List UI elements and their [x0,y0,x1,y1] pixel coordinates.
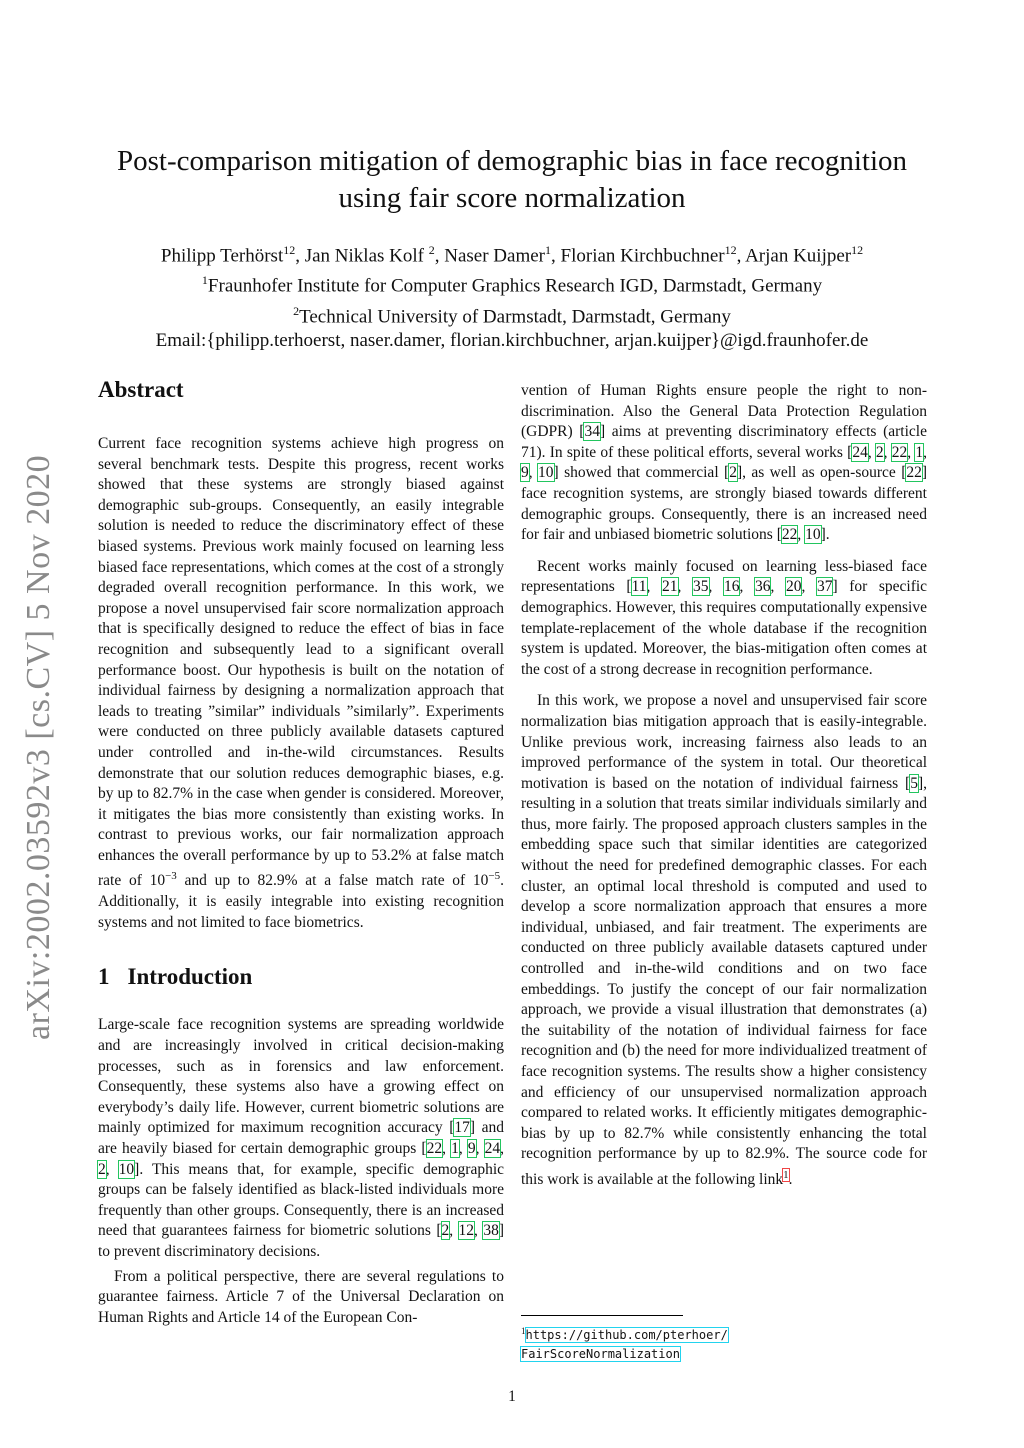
paper-title [90,143,934,217]
citation-link[interactable]: 35 [693,578,709,596]
author-affiliation: 12 [283,243,296,257]
citation-link[interactable]: 20 [785,578,802,596]
author-affiliation: 12 [724,243,737,257]
footnote-url-line-1[interactable]: https://github.com/pterhoer/ [525,1328,728,1343]
page-number: 1 [508,1388,516,1405]
citation-link[interactable]: 2 [441,1222,450,1240]
citation-link[interactable]: 2 [98,1160,106,1178]
title-line-2: using fair score normalization [338,182,686,214]
section-heading-introduction [98,963,504,991]
author-separator: , [736,245,746,267]
author-separator: , [295,245,305,267]
citation-link[interactable]: 9 [521,464,529,482]
citation-link[interactable]: 2 [875,443,884,461]
right-paragraph-1: vention of Human Rights ensure people the right to non-discrimination. Also the General Data Protection Regulation (GDPR) [34] aims at preventing discriminatory effects (article 71). In spite of these political efforts, several works [24, 2, 22, 1, 9, 10] showed that commercial [2], as well as open-source [22] face recognition systems, are strongly biased towards different demographic groups. Consequently, there is an increased need for fair and unbiased biometric solutions [22, 10]. [521,382,928,544]
citation-link[interactable]: 9 [467,1139,476,1157]
citation-link[interactable]: 34 [584,423,600,441]
abstract-heading: Abstract [98,377,184,402]
author-block [90,238,934,353]
citation-link[interactable]: 5 [910,774,918,792]
footnote-mark: 1 [521,1326,526,1336]
title-line-1: Post-comparison mitigation of demographic bias in face recognition [116,145,908,177]
citation-link[interactable]: 22 [781,526,798,544]
citation-link[interactable]: 17 [454,1119,470,1137]
affiliation-mark: 2 [293,303,300,318]
affiliation-mark: 1 [201,273,208,288]
section-number: 1 [98,964,110,990]
citation-link[interactable]: 12 [458,1222,475,1240]
footnote-rule [521,1315,683,1316]
citation-link[interactable]: 10 [538,464,554,482]
author-name: Jan Niklas Kolf [304,245,429,267]
affiliation-1 [90,268,934,298]
left-column [98,376,504,1328]
author-separator: , [551,245,561,267]
affiliation-text: Technical University of Darmstadt, Darmstadt, Germany [299,305,731,327]
right-column [521,381,927,1191]
author-affiliation: 12 [851,243,864,257]
citation-link[interactable]: 10 [805,526,821,544]
author-list [90,238,934,268]
citation-link[interactable]: 16 [723,578,740,596]
author-affiliation: 2 [428,243,435,257]
citation-link[interactable]: 22 [906,464,922,482]
arxiv-identifier: arXiv:2002.03592v3 [cs.CV] 5 Nov 2020 [20,454,57,1040]
author-name: Florian Kirchbuchner [560,245,725,267]
footnote-link[interactable]: 1 [783,1168,789,1181]
intro-paragraph-1: Large-scale face recognition systems are spreading worldwide and are increasingly involved in critical decision-making processes, such as in forensics and law enforcement. Consequently, these systems also have a growing effect on everybody’s daily life. However, current biometric solutions are mainly optimized for maximum recognition accuracy [17] and are heavily biased for certain demographic groups [22, 1, 9, 24, 2, 10]. This means that, for example, specific demographic groups can be falsely identified as black-listed individuals more frequently than other groups. Consequently, there is an increased need that guarantees fairness for biometric solutions [2, 12, 38] to prevent discriminatory decisions. [98,1016,505,1260]
author-separator: , [434,245,445,267]
abstract-text: Current face recognition systems achieve high progress on several benchmark tests. Despite this progress, recent works showed that these systems are strongly biased against demographic sub-groups. Consequently, an easily integrable solution is needed to reduce the discriminatory effect of these biased systems. Previous work mainly focused on learning less biased face representations, which comes at the cost of a strongly degraded overall recognition performance. In this work, we propose a novel unsupervised fair score normalization approach that is specifically designed to reduce the effect of bias in face recognition and subsequently lead to a significant overall performance boost. Our hypothesis is built on the notation of individual fairness by designing a normalization approach that leads to treating ”similar” individuals ”similarly”. Experiments were conducted on three publicly available datasets captured under controlled and in-the-wild circumstances. Results demonstrate that our solution reduces demographic biases, e.g. by up to 82.7% in the case when gender is considered. Moreover, it mitigates the bias more consistently than existing works. In contrast to previous works, our fair normalization approach enhances the overall performance by up to 53.2% at false match rate of $10^{-3}$ and up to 82.9% at a false match rate of $10^{-5}$. Additionally, it is easily integrable into existing recognition systems and not limited to face biometrics. [98,435,504,931]
author-name: Naser Damer [444,245,546,267]
section-title: Introduction [127,964,253,990]
citation-link[interactable]: 37 [816,578,833,596]
citation-link[interactable]: 38 [483,1222,499,1240]
citation-link[interactable]: 22 [426,1139,443,1157]
citation-link[interactable]: 11 [631,578,647,596]
citation-link[interactable]: 10 [118,1160,135,1178]
citation-link[interactable]: 24 [484,1139,501,1157]
footnote [521,1322,927,1364]
author-name: Arjan Kuijper [745,245,852,267]
affiliation-text: Fraunhofer Institute for Computer Graphics Research IGD, Darmstadt, Germany [207,275,823,297]
citation-link[interactable]: 22 [891,443,908,461]
citation-link[interactable]: 36 [754,578,771,596]
right-paragraph-2: Recent works mainly focused on learning less-biased face representations [11, 21, 35, 16, 36, 20, 37] for specific demographics. However, this requires computationally expensive template-replacement of the whole database if the recognition system is updated. Moreover, the bias-mitigation often comes at the cost of a strong decrease in recognition performance. [521,557,928,678]
author-emails: Email:{philipp.terhoerst, naser.damer, florian.kirchbuchner, arjan.kuijper}@igd.fraunhofer.de [155,329,869,351]
citation-link[interactable]: 21 [662,578,678,596]
author-affiliation: 1 [545,243,552,257]
citation-link[interactable]: 24 [852,443,868,461]
right-paragraph-3: In this work, we propose a novel and unsupervised fair score normalization bias mitigation approach that is easily-integrable. Unlike previous work, increasing fairness also leads to an improved performance of the system in total. Our theoretical motivation is based on the notation of individual fairness [5], resulting in a solution that treats similar individuals similarly and thus, more fairly. The proposed approach clusters samples in the embedding space such that similar identities are categorized without the need for predefined demographic classes. For each cluster, an optimal local threshold is computed and used to develop a score normalization approach that ensures a more individual, unbiased, and fair treatment. The experiments are conducted on three publicly available datasets captured under controlled and in-the-wild conditions and on two face embeddings. To justify the concept of our fair normalization approach, we provide a visual illustration that demonstrates (a) the suitability of the notation of individual fairness for face recognition and (b) the need for more individualized treatment of face recognition systems. The results show a higher consistency and efficiency of our unsupervised normalization approach compared to related works. It efficiently mitigates demographic-bias by up to 82.7% while consistently enhancing the total recognition performance by up to 82.9%. The source code for this work is available at the following link$^1$. [521,692,927,1189]
author-name: Philipp Terhörst [160,245,284,267]
citation-link[interactable]: 1 [451,1139,459,1157]
citation-link[interactable]: 1 [915,443,924,461]
affiliation-2 [90,299,934,329]
intro-paragraph-2: From a political perspective, there are several regulations to guarantee fairness. Article 7 of the Universal Declaration on Human Rights and Article 14 of the European Con- [98,1267,504,1326]
citation-link[interactable]: 2 [729,464,737,482]
footnote-url-line-2[interactable]: FairScoreNormalization [521,1347,680,1362]
